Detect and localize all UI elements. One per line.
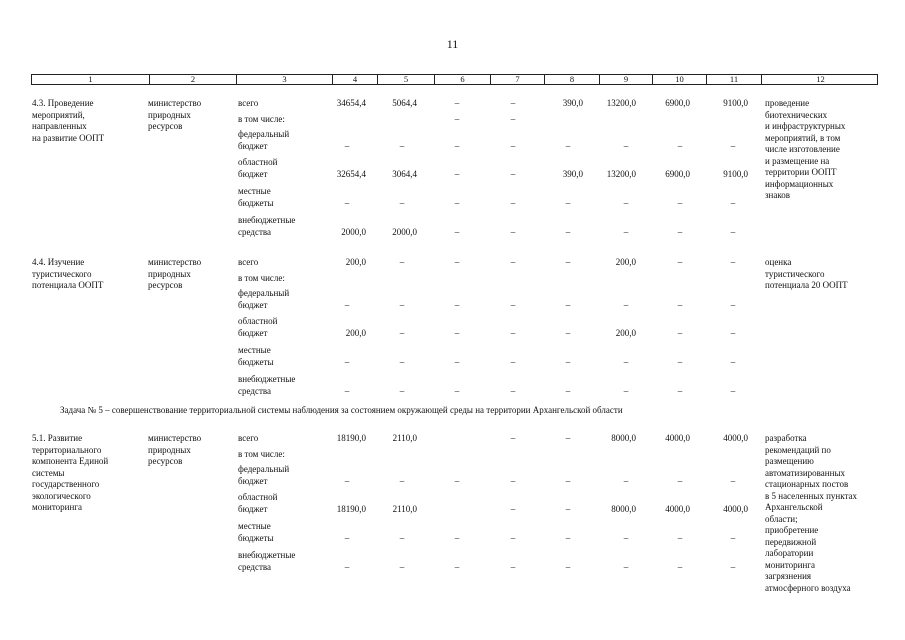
- dash-cell: –: [344, 385, 350, 396]
- dash-cell: –: [454, 168, 460, 179]
- row-name-line: системы: [32, 467, 65, 478]
- header-col-1: 1: [88, 74, 93, 84]
- funding-source-label: бюджет: [238, 327, 268, 338]
- dash-cell: –: [344, 532, 350, 543]
- row-result-line: потенциала 20 ООПТ: [765, 280, 848, 290]
- row-result-line: мероприятий, в том: [765, 132, 841, 143]
- funding-source-label: местные: [238, 186, 271, 196]
- dash-cell: –: [510, 532, 516, 543]
- header-col-12: 12: [761, 75, 879, 84]
- row-executor-line: природных: [148, 109, 191, 120]
- dash-cell: –: [454, 356, 460, 367]
- dash-cell: –: [510, 475, 516, 486]
- row-result-line: Архангельской: [765, 502, 823, 512]
- funding-source-label: в том числе:: [238, 114, 285, 124]
- dash-cell: –: [623, 475, 629, 486]
- dash-cell: –: [399, 299, 405, 310]
- row-result-line: оценка: [765, 257, 792, 267]
- row-name-line: мероприятий,: [32, 109, 85, 120]
- row-result-line: области;: [765, 513, 798, 524]
- dash-cell: –: [344, 197, 350, 208]
- dash-cell: –: [677, 140, 683, 151]
- funding-source-label: областной: [238, 157, 278, 167]
- funding-source-label: всего: [238, 433, 259, 443]
- dash-cell: –: [623, 561, 629, 572]
- row-result-line: загрязнения: [765, 571, 812, 581]
- dash-cell: –: [510, 356, 516, 367]
- dash-cell: –: [454, 561, 460, 572]
- row-name-line: 5.1. Развитие: [32, 433, 83, 443]
- dash-cell: –: [677, 257, 683, 267]
- row-name-line: на развитие ООПТ: [32, 132, 105, 143]
- dash-cell: –: [730, 299, 736, 310]
- dash-cell: –: [565, 385, 571, 396]
- dash-cell: –: [623, 197, 629, 208]
- dash-cell: –: [623, 532, 629, 543]
- value-cell: 200,0: [615, 257, 636, 267]
- funding-source-label: в том числе:: [238, 273, 285, 283]
- funding-source-label: всего: [238, 257, 259, 267]
- value-cell: 32654,4: [336, 168, 366, 179]
- value-cell: 200,0: [615, 327, 636, 338]
- dash-cell: –: [454, 532, 460, 543]
- row-name-line: направленных: [32, 121, 87, 131]
- value-cell: 2000,0: [392, 226, 417, 237]
- funding-source-label: местные: [238, 345, 271, 355]
- row-executor-line: ресурсов: [148, 121, 183, 131]
- dash-cell: –: [344, 140, 350, 151]
- dash-cell: –: [454, 257, 460, 267]
- dash-cell: –: [510, 140, 516, 151]
- dash-cell: –: [344, 475, 350, 486]
- dash-cell: –: [730, 532, 736, 543]
- dash-cell: –: [565, 503, 571, 514]
- dash-cell: –: [454, 114, 460, 124]
- value-cell: 4000,0: [665, 503, 690, 514]
- value-cell: 200,0: [345, 257, 366, 267]
- funding-source-label: бюджеты: [238, 532, 274, 543]
- row-result-line: автоматизированных: [765, 467, 845, 478]
- row-result-line: разработка: [765, 433, 807, 443]
- dash-cell: –: [730, 226, 736, 237]
- funding-source-label: бюджет: [238, 475, 268, 486]
- dash-cell: –: [730, 257, 736, 267]
- dash-cell: –: [565, 197, 571, 208]
- dash-cell: –: [399, 561, 405, 572]
- dash-cell: –: [510, 98, 516, 108]
- dash-cell: –: [399, 532, 405, 543]
- row-executor-line: природных: [148, 444, 191, 455]
- dash-cell: –: [399, 140, 405, 151]
- value-cell: 4000,0: [665, 433, 690, 443]
- dash-cell: –: [730, 140, 736, 151]
- dash-cell: –: [510, 257, 516, 267]
- row-name-line: государственного: [32, 479, 100, 489]
- dash-cell: –: [510, 503, 516, 514]
- dash-cell: –: [623, 299, 629, 310]
- dash-cell: –: [623, 356, 629, 367]
- dash-cell: –: [510, 226, 516, 237]
- dash-cell: –: [510, 299, 516, 310]
- dash-cell: –: [565, 356, 571, 367]
- funding-source-label: средства: [238, 385, 272, 396]
- dash-cell: –: [510, 327, 516, 338]
- value-cell: 6900,0: [665, 168, 690, 179]
- funding-source-label: бюджет: [238, 299, 268, 310]
- row-executor-line: министерство: [148, 433, 202, 443]
- row-name-line: потенциала ООПТ: [32, 280, 104, 290]
- dash-cell: –: [565, 561, 571, 572]
- value-cell: 200,0: [345, 327, 366, 338]
- dash-cell: –: [677, 561, 683, 572]
- dash-cell: –: [677, 356, 683, 367]
- header-col-4: 4: [332, 75, 377, 84]
- row-name-line: экологического: [32, 490, 91, 501]
- dash-cell: –: [510, 385, 516, 396]
- dash-cell: –: [677, 226, 683, 237]
- row-executor-line: ресурсов: [148, 280, 183, 290]
- row-result-line: проведение: [765, 98, 810, 108]
- dash-cell: –: [730, 356, 736, 367]
- dash-cell: –: [454, 385, 460, 396]
- dash-cell: –: [344, 299, 350, 310]
- dash-cell: –: [510, 433, 516, 443]
- value-cell: 2110,0: [392, 433, 417, 443]
- value-cell: 3064,4: [392, 168, 417, 179]
- row-result-line: туристического: [765, 268, 825, 279]
- funding-source-label: бюджеты: [238, 356, 274, 367]
- dash-cell: –: [454, 226, 460, 237]
- funding-source-label: внебюджетные: [238, 550, 296, 560]
- dash-cell: –: [677, 197, 683, 208]
- funding-source-label: всего: [238, 98, 259, 108]
- value-cell: 6900,0: [665, 98, 690, 108]
- row-result-line: приобретение: [765, 525, 819, 535]
- value-cell: 34654,4: [336, 98, 366, 108]
- dash-cell: –: [565, 532, 571, 543]
- dash-cell: –: [677, 385, 683, 396]
- dash-cell: –: [344, 356, 350, 367]
- dash-cell: –: [623, 385, 629, 396]
- row-executor-line: природных: [148, 268, 191, 279]
- dash-cell: –: [565, 327, 571, 338]
- header-col-2: 2: [149, 75, 236, 84]
- header-col-11: 11: [706, 75, 761, 84]
- row-name-line: компонента Единой: [32, 456, 109, 466]
- dash-cell: –: [510, 114, 516, 124]
- dash-cell: –: [399, 475, 405, 486]
- row-result-line: атмосферного воздуха: [765, 582, 851, 593]
- dash-cell: –: [677, 327, 683, 338]
- row-result-line: мониторинга: [765, 559, 815, 570]
- header-col-8: 8: [544, 75, 599, 84]
- dash-cell: –: [399, 327, 405, 338]
- value-cell: 2110,0: [392, 503, 417, 514]
- header-col-3: 3: [236, 75, 332, 84]
- dash-cell: –: [344, 561, 350, 572]
- value-cell: 13200,0: [606, 168, 636, 179]
- value-cell: 5064,4: [392, 98, 417, 108]
- dash-cell: –: [677, 299, 683, 310]
- row-result-line: числе изготовление: [765, 144, 840, 154]
- funding-source-label: бюджет: [238, 503, 268, 514]
- task-heading: Задача № 5 – совершенствование территориальной системы наблюдения за состоянием окружающей среды на территории Архангельской области: [60, 405, 623, 415]
- dash-cell: –: [454, 475, 460, 486]
- row-executor-line: министерство: [148, 257, 202, 267]
- row-name-line: туристического: [32, 268, 92, 279]
- value-cell: 18190,0: [336, 503, 366, 514]
- funding-source-label: внебюджетные: [238, 374, 296, 384]
- value-cell: 4000,0: [723, 503, 748, 514]
- funding-source-label: федеральный: [238, 129, 290, 139]
- dash-cell: –: [565, 475, 571, 486]
- funding-source-label: средства: [238, 226, 272, 237]
- value-cell: 390,0: [562, 168, 583, 179]
- dash-cell: –: [454, 140, 460, 151]
- dash-cell: –: [677, 475, 683, 486]
- funding-source-label: бюджет: [238, 168, 268, 179]
- row-result-line: в 5 населенных пунктах: [765, 490, 857, 501]
- funding-source-label: федеральный: [238, 464, 290, 474]
- funding-source-label: средства: [238, 561, 272, 572]
- dash-cell: –: [730, 475, 736, 486]
- row-name-line: 4.3. Проведение: [32, 98, 94, 108]
- dash-cell: –: [565, 299, 571, 310]
- row-result-line: территории ООПТ: [765, 167, 837, 177]
- dash-cell: –: [565, 226, 571, 237]
- funding-source-label: областной: [238, 316, 278, 326]
- dash-cell: –: [730, 327, 736, 338]
- row-result-line: информационных: [765, 178, 834, 189]
- value-cell: 9100,0: [723, 98, 748, 108]
- row-name-line: 4.4. Изучение: [32, 257, 85, 267]
- dash-cell: –: [730, 197, 736, 208]
- value-cell: 8000,0: [611, 503, 636, 514]
- dash-cell: –: [454, 197, 460, 208]
- row-name-line: территориального: [32, 444, 102, 455]
- header-col-9: 9: [599, 75, 652, 84]
- dash-cell: –: [454, 299, 460, 310]
- row-executor-line: министерство: [148, 98, 202, 108]
- value-cell: 9100,0: [723, 168, 748, 179]
- row-result-line: размещению: [765, 456, 814, 466]
- dash-cell: –: [730, 561, 736, 572]
- dash-cell: –: [510, 197, 516, 208]
- value-cell: 18190,0: [336, 433, 366, 443]
- funding-source-label: бюджет: [238, 140, 268, 151]
- dash-cell: –: [454, 98, 460, 108]
- dash-cell: –: [565, 140, 571, 151]
- funding-source-label: бюджеты: [238, 197, 274, 208]
- row-result-line: и размещение на: [765, 155, 830, 166]
- funding-source-label: местные: [238, 521, 271, 531]
- dash-cell: –: [454, 327, 460, 338]
- funding-source-label: областной: [238, 492, 278, 502]
- row-result-line: знаков: [765, 190, 791, 200]
- dash-cell: –: [399, 257, 405, 267]
- dash-cell: –: [399, 356, 405, 367]
- row-result-line: передвижной: [765, 536, 817, 547]
- funding-source-label: федеральный: [238, 288, 290, 298]
- value-cell: 13200,0: [606, 98, 636, 108]
- header-col-10: 10: [652, 75, 706, 84]
- row-result-line: рекомендаций по: [765, 444, 831, 455]
- row-result-line: лаборатории: [765, 548, 814, 558]
- page-number: 11: [446, 37, 459, 51]
- table-header: [31, 74, 878, 85]
- value-cell: 8000,0: [611, 433, 636, 443]
- dash-cell: –: [510, 561, 516, 572]
- row-executor-line: ресурсов: [148, 456, 183, 466]
- funding-source-label: внебюджетные: [238, 215, 296, 225]
- value-cell: 390,0: [562, 98, 583, 108]
- dash-cell: –: [565, 433, 571, 443]
- header-col-5: 5: [377, 75, 434, 84]
- header-col-7: 7: [490, 75, 544, 84]
- value-cell: 4000,0: [723, 433, 748, 443]
- dash-cell: –: [399, 197, 405, 208]
- row-result-line: и инфраструктурных: [765, 121, 846, 131]
- dash-cell: –: [730, 385, 736, 396]
- row-result-line: стационарных постов: [765, 479, 849, 489]
- funding-source-label: в том числе:: [238, 449, 285, 459]
- header-col-6: 6: [434, 75, 490, 84]
- value-cell: 2000,0: [341, 226, 366, 237]
- dash-cell: –: [623, 140, 629, 151]
- dash-cell: –: [399, 385, 405, 396]
- row-result-line: биотехнических: [765, 109, 828, 120]
- row-name-line: мониторинга: [32, 502, 82, 512]
- dash-cell: –: [623, 226, 629, 237]
- dash-cell: –: [510, 168, 516, 179]
- dash-cell: –: [677, 532, 683, 543]
- dash-cell: –: [565, 257, 571, 267]
